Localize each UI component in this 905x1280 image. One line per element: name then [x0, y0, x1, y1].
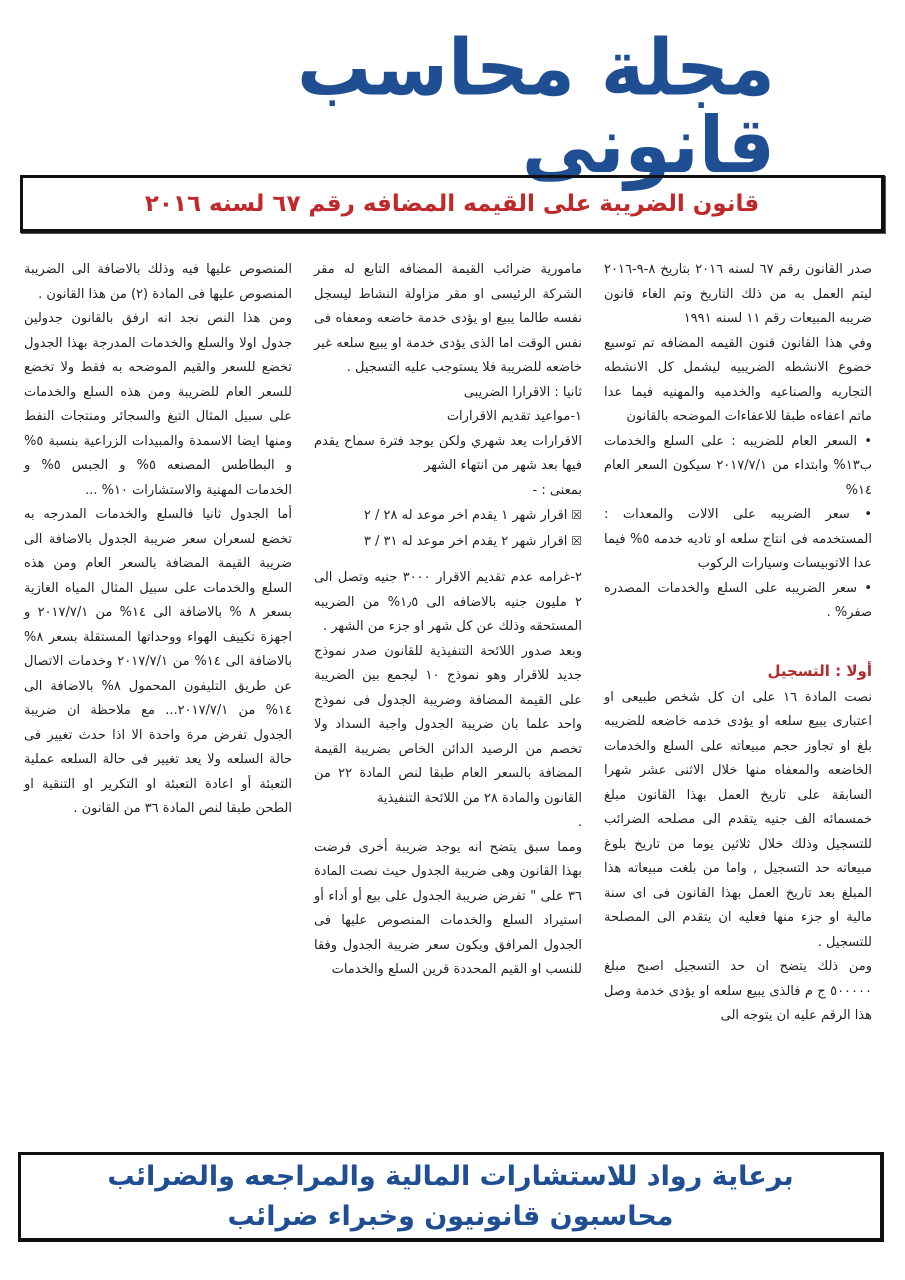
returns-deadlines-text: الاقرارات يعد شهري ولكن يوجد فترة سماح يقدم فيها بعد شهر من انتهاء الشهر: [314, 433, 582, 473]
new-form-paragraph: وبعد صدور اللائحة التنفيذية للقانون صدر نموذج جديد للاقرار وهو نموذج ١٠ ليجمع بين الضريبة على القيمة المضافة وضريبة الجدول فى نموذج واحد علما بان ضريبة الجدول واجبة السداد ولا تخصم من الرصيد الدائن الخاص بضريبة القيمة المضافة بالسعر العام طبقا لنص المادة ٢٢ من القانون والمادة ٢٨ من اللائحة التنفيذية: [314, 643, 582, 806]
spacer: [314, 554, 582, 566]
sponsor-tagline: محاسبون قانونيون وخبراء ضرائب: [227, 1200, 674, 1232]
section-heading-registration: أولا : التسجيل: [767, 661, 872, 680]
article-columns: [22, 258, 872, 1138]
bullet-machinery-rate: • سعر الضريبه على الالات والمعدات : المستخدمه فى انتاج سلعه او تاديه خدمه ٥% فيما عدا الاتوبيسات وسيارات الركوب: [604, 503, 872, 577]
returns-deadlines-title: ١-مواعيد تقديم الاقرارات: [446, 409, 582, 424]
stray-dot: .: [577, 815, 582, 830]
scope-paragraph: وفي هذا القانون قنون القيمه المضافه تم توسيع خضوع الانشطه الضريبيه ليشمل كل الانشطه التجاريه والصناعيه والخدميه والمهنيه فيما عدا ماتم اعفاءه طبقا للاعفاءات الموضحه بالقانون: [604, 335, 872, 424]
continuation-paragraph: المنصوص عليها فيه وذلك بالاضافة الى الضريبة المنصوص عليها فى المادة (٢) من هذا القانون .: [24, 262, 292, 302]
bullet-general-rate: • السعر العام للضريبه : على السلع والخدمات ب١٣% وابتداء من ٢٠١٧/٧/١ سيكون السعر العام ١٤%: [604, 430, 872, 504]
example-month-2: ☒ اقرار شهر ٢ يقدم اخر موعد له ٣١ / ٣: [314, 529, 582, 555]
table-tax-paragraph: ومما سبق يتضح انه يوجد ضريبة أخرى فرضت بهذا القانون وهى ضريبة الجدول حيث نصت المادة ٣٦ على " تفرض ضريبة الجدول على بيع أو أداء أو استيراد السلع والخدمات المنصوص عليها فى الجدول المرافق ويكون سعر ضريبة الجدول وفقا للنسب او القيم المحددة قرين السلع والخدمات: [314, 839, 582, 977]
section-subheading-returns: ثانيا : الاقرارا الضريبى: [463, 384, 582, 400]
table-two-paragraph: أما الجدول ثانيا فالسلع والخدمات المدرجه به تخضع لسعران سعر ضريبة الجدول بالاضافة الى ضريبة القيمة المضافة بالسعر العام ومن هذه السلع والخدمات على سبيل المثال المياه الغازية بسعر ٨ % بالاضافة الى ١٤% من ٢٠١٧/٧/١ و اجهزة تكييف الهواء ووحداتها المستقلة بسعر ٨% بالاضافة الى ١٤% من ٢٠١٧/٧/١ وخدمات الاتصال عن طريق التليفون المحمول ٨% بالاضافة الى ١٤% من ٢٠١٧/٧/١... مع ملاحظة ان ضريبة الجدول تفرض مرة واحدة الا اذا حدث تغيير فى حالة السلعه ولا يعد تغيير فى حالة السلعه عملية التعبئة أو اعادة التعبئة او التكرير او التنقية او الطحن طبقا لنص المادة ٣٦ من القانون .: [24, 507, 292, 816]
magazine-title: مجلة محاسب قانونى: [296, 23, 775, 191]
column-left: [24, 258, 292, 1138]
sponsor-line: برعاية رواد للاستشارات المالية والمراجعه والضرائب: [107, 1160, 794, 1192]
example-month-1: ☒ اقرار شهر ١ يقدم اخر موعد له ٢٨ / ٢: [314, 503, 582, 529]
bullet-export-rate: • سعر الضريبه على السلع والخدمات المصدره صفر% .: [604, 577, 872, 626]
registration-paragraph: نصت المادة ١٦ على ان كل شخص طبيعى او اعتبارى يبيع سلعه او يؤدى خدمه خاضعه للضريبه بلغ او تجاوز حجم مبيعاته على السلع والخدمات الخاضعه والمعفاه منها خلال الاثنى عشر شهرا السابقة على تاريخ العمل بهذا القانون مبلغ خمسمائه الف جنيه يتقدم الى مصلحه الضرائب للتسجيل وذلك خلال ثلاثين يوما من تاريخ بلوغ مبيعاته حد التسجيل , واما من بلغت مبيعاته هذا المبلغ بعد تاريخ العمل بهذا القانون فى اى سنة مالية او جزء منها فعليه ان يتقدم الى المصلحة للتسجيل .: [604, 689, 872, 950]
registration-threshold-paragraph: ومن ذلك يتضح ان حد التسجيل اصبح مبلغ ٥٠٠٠٠٠ ج م فالذى يبيع سلعه او يؤدى خدمة وصل هذا الرقم عليه ان يتوجه الى: [604, 959, 872, 1023]
article-headline: قانون الضريبة على القيمه المضافه رقم ٦٧ لسنه ٢٠١٦: [144, 190, 760, 217]
masthead: [115, 23, 775, 191]
column-middle: [314, 258, 582, 1138]
intro-paragraph: صدر القانون رقم ٦٧ لسنه ٢٠١٦ بتاريخ ٨-٩-٢٠١٦ ليتم العمل به من ذلك التاريخ وتم الغاء قانون ضريبه المبيعات رقم ١١ لسنه ١٩٩١: [604, 262, 873, 326]
table-one-paragraph: ومن هذا النص نجد انه ارفق بالقانون جدولين جدول اولا والسلع والخدمات المدرجة بهذا الجدول تخضع للسعر والقيم الموضحه به فقط ولا تخضع للسعر العام للضريبة ومن هذه السلع والخدمات على سبيل المثال التبغ والسجائر ومنتجات النفط ومنها ايضا الاسمدة والمبيدات الزراعية بنسبة ٥% و البطاطس المصنعه ٥% و الجبس ٥% و الخدمات المهنية والاستشارات ١٠% ...: [24, 311, 292, 498]
column-right: [604, 258, 872, 1138]
tax-office-paragraph: مامورية ضرائب القيمة المضافه التابع له مقر الشركة الرئيسى او مقر مزاولة النشاط ليسجل نفسه طالما يبيع او يؤدى خدمة خاضعه ومعفاه فى نفس الوقت اما الذى يؤدى خدمة او يبيع سلعه غير خاضعه للضريبة فلا يستوجب عليه التسجيل .: [314, 262, 582, 375]
sponsor-footer: [18, 1152, 884, 1242]
headline-box: [20, 175, 885, 233]
meaning-label: بمعنى : -: [532, 482, 582, 498]
penalty-paragraph: ٢-غرامه عدم تقديم الاقرار ٣٠٠٠ جنيه وتصل الى ٢ مليون جنيه بالاضافه الى ١٫٥% من الضريبه المستحقه وذلك عن كل شهر او جزء من الشهر .: [314, 570, 582, 634]
